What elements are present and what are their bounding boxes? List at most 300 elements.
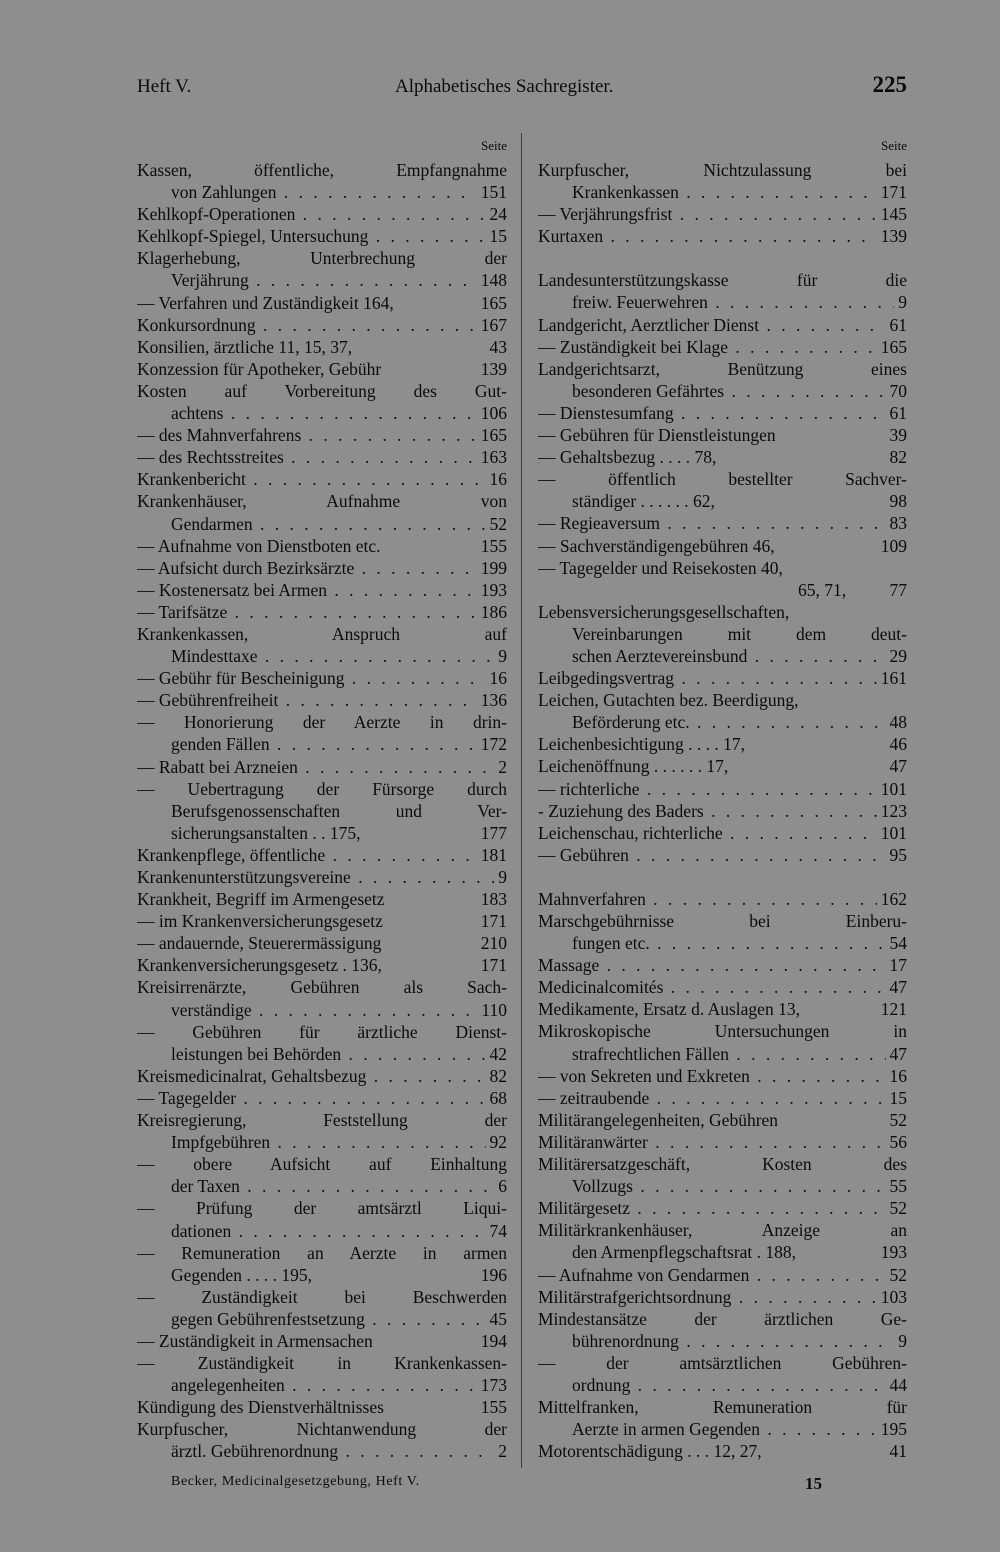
entry-text: strafrechtlichen Fällen . . . [538, 1043, 907, 1065]
entry-text: Lebensversicherungsgesellschaften, [538, 601, 790, 622]
entry-page-ref: 110 [477, 999, 507, 1021]
entry-text: Kreismedicinalrat, Gehaltsbezug . . . [137, 1065, 507, 1087]
entry-page-ref: 46 [886, 733, 908, 755]
entry-text: Verjährung . . . [137, 269, 507, 291]
index-entry [137, 623, 507, 645]
index-entry [137, 1021, 507, 1043]
entry-page-ref: 162 [877, 888, 907, 910]
entry-page-ref: 6 [494, 1175, 507, 1197]
entry-page-ref: 61 [886, 402, 908, 424]
entry-page-ref: 167 [477, 314, 507, 336]
entry-page-ref: 193 [877, 1241, 907, 1263]
entry-text: Vollzugs . . . [538, 1175, 907, 1197]
index-entry [538, 1175, 907, 1197]
index-entry [538, 888, 907, 910]
index-entry [538, 314, 907, 336]
index-entry [137, 1264, 507, 1286]
page-footer [137, 1474, 907, 1504]
entry-text: Leichenöffnung . . . . . . 17, [538, 756, 729, 777]
index-entry [538, 1197, 907, 1219]
column-divider [521, 133, 522, 1468]
entry-text: Krankenpflege, öffentliche . . . [137, 844, 507, 866]
entry-page-ref: 139 [877, 225, 907, 247]
entry-text: Militärstrafgerichtsordnung . . . [538, 1286, 907, 1308]
index-entry [538, 667, 907, 689]
index-entry [538, 358, 907, 380]
entry-text: Landesunterstützungskasse für die [538, 270, 907, 291]
entry-page-ref: 165 [877, 336, 907, 358]
index-entry [137, 1374, 507, 1396]
index-entry [137, 1220, 507, 1242]
index-entry [137, 888, 507, 910]
index-entry [538, 932, 907, 954]
entry-text: Gendarmen . . . [137, 513, 507, 535]
entry-page-ref: 148 [477, 269, 507, 291]
section-gap [538, 866, 907, 888]
entry-text: Kosten auf Vorbereitung des Gut- [137, 380, 507, 401]
index-entry [137, 336, 507, 358]
index-entry [538, 1396, 907, 1418]
index-entry [538, 1440, 907, 1462]
entry-text: — Remuneration an Aerzte in armen [137, 1242, 507, 1263]
entry-page-ref: 82 [886, 446, 908, 468]
entry-text: Kurtaxen . . . [538, 225, 907, 247]
entry-page-ref: 70 [886, 380, 908, 402]
entry-text: — Aufnahme von Gendarmen . . . [538, 1264, 907, 1286]
entry-text: Konzession für Apotheker, Gebühr [137, 358, 382, 379]
entry-text: Berufsgenossenschaften und Ver- [171, 800, 507, 821]
entry-text: — Aufnahme von Dienstboten etc. [137, 535, 381, 556]
entry-text: ständiger . . . . . . 62, [572, 491, 715, 512]
index-entry [137, 756, 507, 778]
index-entry [538, 490, 907, 512]
entry-page-ref: 139 [477, 358, 507, 380]
entry-page-ref: 194 [477, 1330, 507, 1352]
entry-page-ref: 109 [877, 535, 907, 557]
entry-text: — Zuständigkeit in Krankenkassen- [137, 1353, 507, 1374]
entry-text: — Gebührenfreiheit . . . [137, 689, 507, 711]
index-entry [137, 999, 507, 1021]
index-entry [137, 976, 507, 998]
index-entry [538, 535, 907, 557]
entry-page-ref: 155 [477, 535, 507, 557]
index-entry [137, 844, 507, 866]
entry-text: Klagerhebung, Unterbrechung der [137, 248, 507, 269]
entry-text: — Regieaversum . . . [538, 512, 907, 534]
entry-page-ref: 41 [886, 1440, 908, 1462]
index-entry [538, 380, 907, 402]
entry-text: Aerzte in armen Gegenden . . . [538, 1418, 907, 1440]
entry-page-ref: 172 [477, 733, 507, 755]
entry-text: dationen . . . [137, 1220, 507, 1242]
entry-text: genden Fällen . . . [137, 733, 507, 755]
entry-page-ref: 95 [886, 844, 908, 866]
index-entry [137, 513, 507, 535]
entry-text: Militäranwärter . . . [538, 1131, 907, 1153]
entry-text: ärztl. Gebührenordnung . . . [137, 1440, 507, 1462]
index-entry [538, 1241, 907, 1263]
index-entry [538, 424, 907, 446]
entry-text: — Gebühren . . . [538, 844, 907, 866]
entry-text: Kreisirrenärzte, Gebühren als Sach- [137, 977, 507, 998]
index-entry [137, 424, 507, 446]
index-entry [538, 159, 907, 181]
entry-text: Kurpfuscher, Nichtanwendung der [137, 1419, 507, 1440]
index-entry [137, 1440, 507, 1462]
index-entry [137, 1286, 507, 1308]
entry-text: bührenordnung . . . [538, 1330, 907, 1352]
entry-text: Konkursordnung . . . [137, 314, 507, 336]
index-entry [137, 1242, 507, 1264]
entry-text: — andauernde, Steuerermässigung [137, 933, 382, 954]
entry-page-ref: 2 [494, 756, 507, 778]
index-entry [137, 645, 507, 667]
index-entry [538, 579, 907, 601]
index-entry [137, 1175, 507, 1197]
entry-page-ref: 39 [886, 424, 908, 446]
index-entry [137, 601, 507, 623]
entry-page-ref: 171 [477, 954, 507, 976]
entry-text: — der amtsärztlichen Gebühren- [538, 1352, 907, 1373]
entry-page-ref: 101 [877, 778, 907, 800]
index-entry [137, 1308, 507, 1330]
index-entry [538, 336, 907, 358]
index-entry [137, 181, 507, 203]
index-entry [137, 711, 507, 733]
entry-page-ref: 171 [877, 181, 907, 203]
entry-text: Landgericht, Aerztlicher Dienst . . . [538, 314, 907, 336]
entry-text: achtens . . . [137, 402, 507, 424]
entry-text: Gegenden . . . . 195, [171, 1264, 312, 1285]
index-entry [538, 844, 907, 866]
index-entry [538, 1308, 907, 1330]
entry-text: Mahnverfahren . . . [538, 888, 907, 910]
index-entry [137, 910, 507, 932]
entry-text: schen Aerztevereinsbund . . . [538, 645, 907, 667]
seite-label: Seite [481, 138, 507, 153]
index-entry [538, 468, 907, 490]
entry-page-ref: 47 [886, 1043, 908, 1065]
entry-page-ref: 77 [886, 579, 908, 601]
index-entry [538, 755, 907, 777]
index-entry [538, 778, 907, 800]
entry-page-ref: 106 [477, 402, 507, 424]
entry-page-ref: 29 [886, 645, 908, 667]
entry-page-ref: 2 [494, 1440, 507, 1462]
entry-page-ref: 163 [477, 446, 507, 468]
running-header [137, 72, 907, 106]
entry-text: Militärangelegenheiten, Gebühren [538, 1109, 779, 1130]
index-entry [538, 1264, 907, 1286]
entry-text: ordnung . . . [538, 1374, 907, 1396]
entry-page-ref: 43 [486, 336, 508, 358]
index-entry [137, 1087, 507, 1109]
entry-page-ref: 17 [886, 954, 908, 976]
entry-text: leistungen bei Behörden . . . [137, 1043, 507, 1065]
entry-page-ref: 193 [477, 579, 507, 601]
index-entry [538, 512, 907, 534]
entry-text: — Tagegelder und Reisekosten 40, [538, 557, 783, 578]
index-entry [137, 1197, 507, 1219]
entry-text: Kurpfuscher, Nichtzulassung bei [538, 160, 907, 180]
entry-page-ref: 171 [477, 910, 507, 932]
index-entry [137, 1131, 507, 1153]
index-entry [538, 1374, 907, 1396]
entry-text: Krankenkassen, Anspruch auf [137, 623, 507, 644]
index-entry [538, 1065, 907, 1087]
index-entry [137, 1153, 507, 1175]
entry-text: — Honorierung der Aerzte in drin- [137, 712, 507, 733]
entry-text: angelegenheiten . . . [137, 1374, 507, 1396]
entry-page-ref: 15 [886, 1087, 908, 1109]
index-entry [538, 402, 907, 424]
index-entry [137, 358, 507, 380]
entry-text: — Uebertragung der Fürsorge durch [137, 778, 507, 799]
entry-text: Kreisregierung, Feststellung der [137, 1110, 507, 1131]
entry-text: — öffentlich bestellter Sachver- [538, 469, 907, 490]
entry-page-ref: 52 [886, 1109, 908, 1131]
entry-text: — Gehaltsbezug . . . . 78, [538, 447, 717, 468]
entry-page-ref: 54 [886, 932, 908, 954]
index-entry [137, 269, 507, 291]
index-entry [538, 800, 907, 822]
entry-text: verständige . . . [137, 999, 507, 1021]
entry-text: freiw. Feuerwehren . . . [538, 291, 907, 313]
entry-page-ref: 16 [486, 468, 508, 490]
index-entry [538, 1219, 907, 1241]
entry-page-ref: 121 [877, 998, 907, 1020]
entry-page-ref: 195 [877, 1418, 907, 1440]
entry-text: Militärersatzgeschäft, Kosten des [538, 1154, 907, 1175]
entry-text: Leichen, Gutachten bez. Beerdigung, [538, 690, 799, 711]
index-entry [137, 1065, 507, 1087]
index-entry [538, 446, 907, 468]
entry-page-ref: 9 [494, 866, 507, 888]
index-entry [137, 579, 507, 601]
entry-page-ref: 16 [486, 667, 508, 689]
entry-text: — Rabatt bei Arzneien . . . [137, 756, 507, 778]
entry-text: — obere Aufsicht auf Einhaltung [137, 1154, 507, 1175]
entry-page-ref: 56 [886, 1131, 908, 1153]
entry-page-ref: 24 [486, 203, 508, 225]
entry-page-ref: 177 [477, 822, 507, 844]
entry-text: Kassen, öffentliche, Empfangnahme [137, 160, 507, 180]
entry-text: Beförderung etc. . . . [538, 711, 907, 733]
index-entry [538, 645, 907, 667]
index-entry [137, 689, 507, 711]
index-entry [137, 468, 507, 490]
index-entry [538, 910, 907, 932]
index-entry [137, 225, 507, 247]
entry-text: — des Mahnverfahrens . . . [137, 424, 507, 446]
entry-text: — zeitraubende . . . [538, 1087, 907, 1109]
index-entry [137, 733, 507, 755]
entry-text: — Gebühr für Bescheinigung . . . [137, 667, 507, 689]
entry-text: 65, 71, [798, 579, 847, 600]
entry-text: Kündigung des Dienstverhältnisses [137, 1397, 384, 1418]
entry-page-ref: 61 [886, 314, 908, 336]
entry-page-ref: 92 [486, 1131, 508, 1153]
index-entry [538, 711, 907, 733]
index-entry [137, 292, 507, 314]
index-column-left [137, 133, 507, 1463]
entry-text: Krankenunterstützungsvereine . . . [137, 866, 507, 888]
entry-page-ref: 173 [477, 1374, 507, 1396]
entry-page-ref: 68 [486, 1087, 508, 1109]
index-entry [538, 181, 907, 203]
entry-page-ref: 186 [477, 601, 507, 623]
header-volume: Heft V. [137, 76, 192, 97]
header-page-number: 225 [872, 72, 907, 97]
entry-text: Leichenschau, richterliche . . . [538, 822, 907, 844]
index-entry [538, 291, 907, 313]
index-entry [538, 733, 907, 755]
entry-text: Krankenhäuser, Aufnahme von [137, 491, 507, 512]
entry-text: — des Rechtsstreites . . . [137, 446, 507, 468]
index-entry [137, 535, 507, 557]
entry-text: Motorentschädigung . . . 12, 27, [538, 1441, 762, 1462]
entry-text: von Zahlungen . . . [137, 181, 507, 203]
entry-page-ref: 210 [477, 932, 507, 954]
index-entry [137, 1352, 507, 1374]
entry-page-ref: 48 [886, 711, 908, 733]
index-entry [538, 1020, 907, 1042]
index-entry [137, 1043, 507, 1065]
index-column-right [538, 133, 907, 1462]
index-entry [137, 800, 507, 822]
entry-text: — Gebühren für ärztliche Dienst- [137, 1021, 507, 1042]
index-entry [538, 1418, 907, 1440]
entry-text: — Tarifsätze . . . [137, 601, 507, 623]
index-entry [538, 998, 907, 1020]
entry-text: Militärgesetz . . . [538, 1197, 907, 1219]
section-gap [538, 247, 907, 269]
entry-text: Landgerichtsarzt, Benützung eines [538, 358, 907, 379]
index-entry [137, 557, 507, 579]
entry-text: Leibgedingsvertrag . . . [538, 667, 907, 689]
entry-page-ref: 83 [886, 512, 908, 534]
entry-page-ref: 196 [477, 1264, 507, 1286]
entry-page-ref: 16 [886, 1065, 908, 1087]
entry-text: Militärkrankenhäuser, Anzeige an [538, 1220, 907, 1241]
entry-page-ref: 9 [894, 291, 907, 313]
index-entry [538, 1153, 907, 1175]
index-entry [538, 1131, 907, 1153]
entry-text: Massage . . . [538, 954, 907, 976]
index-entry [137, 1109, 507, 1131]
entry-page-ref: 82 [486, 1065, 508, 1087]
index-entry [137, 866, 507, 888]
entry-page-ref: 155 [477, 1396, 507, 1418]
entry-page-ref: 183 [477, 888, 507, 910]
entry-page-ref: 161 [877, 667, 907, 689]
seite-label: Seite [881, 138, 907, 153]
entry-page-ref: 45 [486, 1308, 508, 1330]
entry-text: — Gebühren für Dienstleistungen [538, 425, 776, 446]
entry-page-ref: 52 [886, 1264, 908, 1286]
index-entry [137, 822, 507, 844]
index-entry [538, 601, 907, 623]
entry-text: sicherungsanstalten . . 175, [171, 822, 361, 843]
entry-page-ref: 165 [477, 292, 507, 314]
entry-page-ref: 151 [477, 181, 507, 203]
entry-page-ref: 145 [877, 203, 907, 225]
entry-text: — Zuständigkeit in Armensachen [137, 1330, 373, 1351]
entry-text: - Zuziehung des Baders . . . [538, 800, 907, 822]
entry-text: Mikroskopische Untersuchungen in [538, 1021, 907, 1042]
entry-text: Medicinalcomités . . . [538, 976, 907, 998]
index-entry [137, 778, 507, 800]
entry-page-ref: 15 [486, 225, 508, 247]
index-entry [538, 1087, 907, 1109]
entry-text: fungen etc. . . . [538, 932, 907, 954]
entry-text: — Dienstesumfang . . . [538, 402, 907, 424]
entry-text: Krankenkassen . . . [538, 181, 907, 203]
entry-page-ref: 52 [486, 513, 508, 535]
entry-page-ref: 165 [477, 424, 507, 446]
entry-page-ref: 181 [477, 844, 507, 866]
header-title: Alphabetisches Sachregister. [395, 76, 614, 97]
index-entry [538, 1043, 907, 1065]
index-entry [538, 1109, 907, 1131]
entry-text: — Kostenersatz bei Armen . . . [137, 579, 507, 601]
index-entry [137, 932, 507, 954]
index-entry [538, 225, 907, 247]
index-entry [538, 203, 907, 225]
entry-text: — Aufsicht durch Bezirksärzte . . . [137, 557, 507, 579]
entry-text: Vereinbarungen mit dem deut- [572, 623, 907, 644]
entry-text: — Prüfung der amtsärztl Liqui- [137, 1198, 507, 1219]
entry-page-ref: 44 [886, 1374, 908, 1396]
entry-page-ref: 55 [886, 1175, 908, 1197]
entry-page-ref: 52 [886, 1197, 908, 1219]
entry-text: — Tagegelder . . . [137, 1087, 507, 1109]
entry-text: — Zuständigkeit bei Beschwerden [137, 1286, 507, 1307]
index-entry [137, 247, 507, 269]
entry-text: Mindestansätze der ärztlichen Ge- [538, 1308, 907, 1329]
entry-text: Mindesttaxe . . . [137, 645, 507, 667]
entry-page-ref: 42 [486, 1043, 508, 1065]
entry-text: besonderen Gefährtes . . . [538, 380, 907, 402]
index-entry [137, 1330, 507, 1352]
footer-book-title: Becker, Medicinalgesetzgebung, Heft V. [171, 1474, 420, 1489]
entry-text: Kehlkopf-Spiegel, Untersuchung . . . [137, 225, 507, 247]
entry-page-ref: 9 [494, 645, 507, 667]
index-entry [538, 269, 907, 291]
index-entry [538, 623, 907, 645]
entry-page-ref: 9 [894, 1330, 907, 1352]
index-entry [538, 822, 907, 844]
entry-text: Kehlkopf-Operationen . . . [137, 203, 507, 225]
index-entry [538, 954, 907, 976]
index-entry [137, 380, 507, 402]
entry-text: Krankheit, Begriff im Armengesetz [137, 889, 385, 910]
index-entry [137, 446, 507, 468]
index-entry [538, 1352, 907, 1374]
entry-text: Marschgebührnisse bei Einberu- [538, 911, 907, 931]
index-entry [137, 402, 507, 424]
index-entry [137, 667, 507, 689]
index-entry [137, 1418, 507, 1440]
index-entry [538, 557, 907, 579]
entry-page-ref: 98 [886, 490, 908, 512]
entry-page-ref: 101 [877, 822, 907, 844]
entry-text: — Sachverständigengebühren 46, [538, 535, 775, 556]
index-entry [538, 976, 907, 998]
index-entry [137, 159, 507, 181]
entry-text: Leichenbesichtigung . . . . 17, [538, 734, 746, 755]
entry-text: — Zuständigkeit bei Klage . . . [538, 336, 907, 358]
